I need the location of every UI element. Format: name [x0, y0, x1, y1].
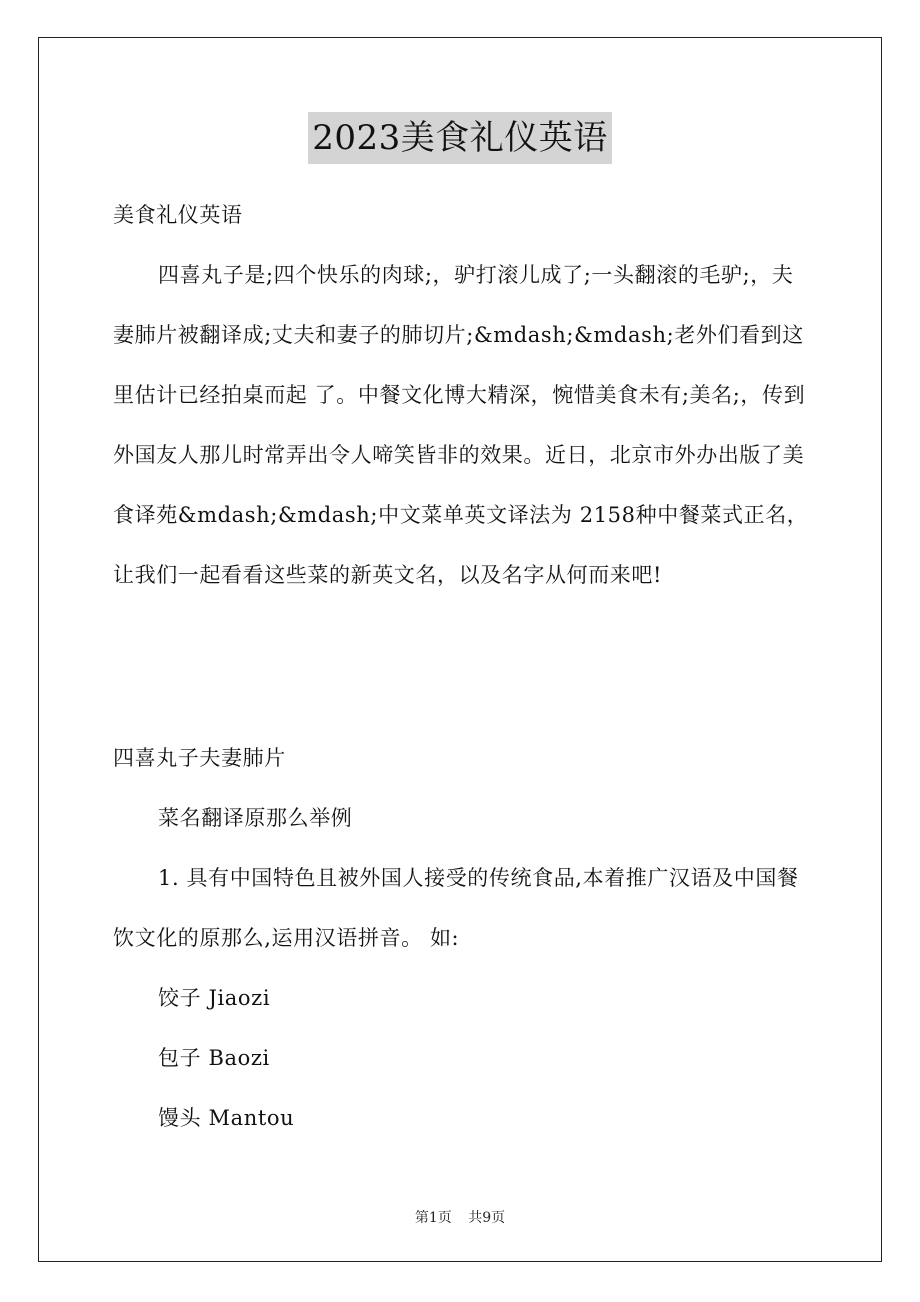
example-baozi: 包子 Baozi: [158, 1046, 270, 1070]
page-number: 第1页: [414, 1210, 452, 1226]
section-heading-etiquette: 美食礼仪英语: [113, 203, 243, 227]
section-heading-dishes: 四喜丸子夫妻肺片: [113, 746, 286, 770]
example-jiaozi: 饺子 Jiaozi: [158, 986, 271, 1010]
example-mantou: 馒头 Mantou: [158, 1106, 295, 1130]
translation-principles-heading: 菜名翻译原那么举例: [158, 806, 353, 830]
document-title-text: 2023美食礼仪英语: [308, 112, 612, 164]
document-title: [0, 112, 920, 164]
page-total: 共9页: [468, 1210, 506, 1226]
intro-paragraph: 四喜丸子是;四个快乐的肉球;，驴打滚儿成了;一头翻滚的毛驴;，夫妻肺片被翻译成;丈夫和妻子的肺切片;&mdash;&mdash;老外们看到这里估计已经拍桌而起 了。中餐文化博大精深，惋惜美食未有;美名;，传到外国友人那儿时常弄出令人啼笑皆非的效果。近日，北京市外办出版了美食译苑&mdash;&mdash;中文菜单英文译法为 2158种中餐菜式正名，让我们一起看看这些菜的新英文名，以及名字从何而来吧!: [113, 263, 809, 587]
page-footer: [0, 1207, 920, 1227]
principle-1-paragraph: 1. 具有中国特色且被外国人接受的传统食品,本着推广汉语及中国餐饮文化的原那么,运用汉语拼音。 如:: [113, 866, 799, 950]
